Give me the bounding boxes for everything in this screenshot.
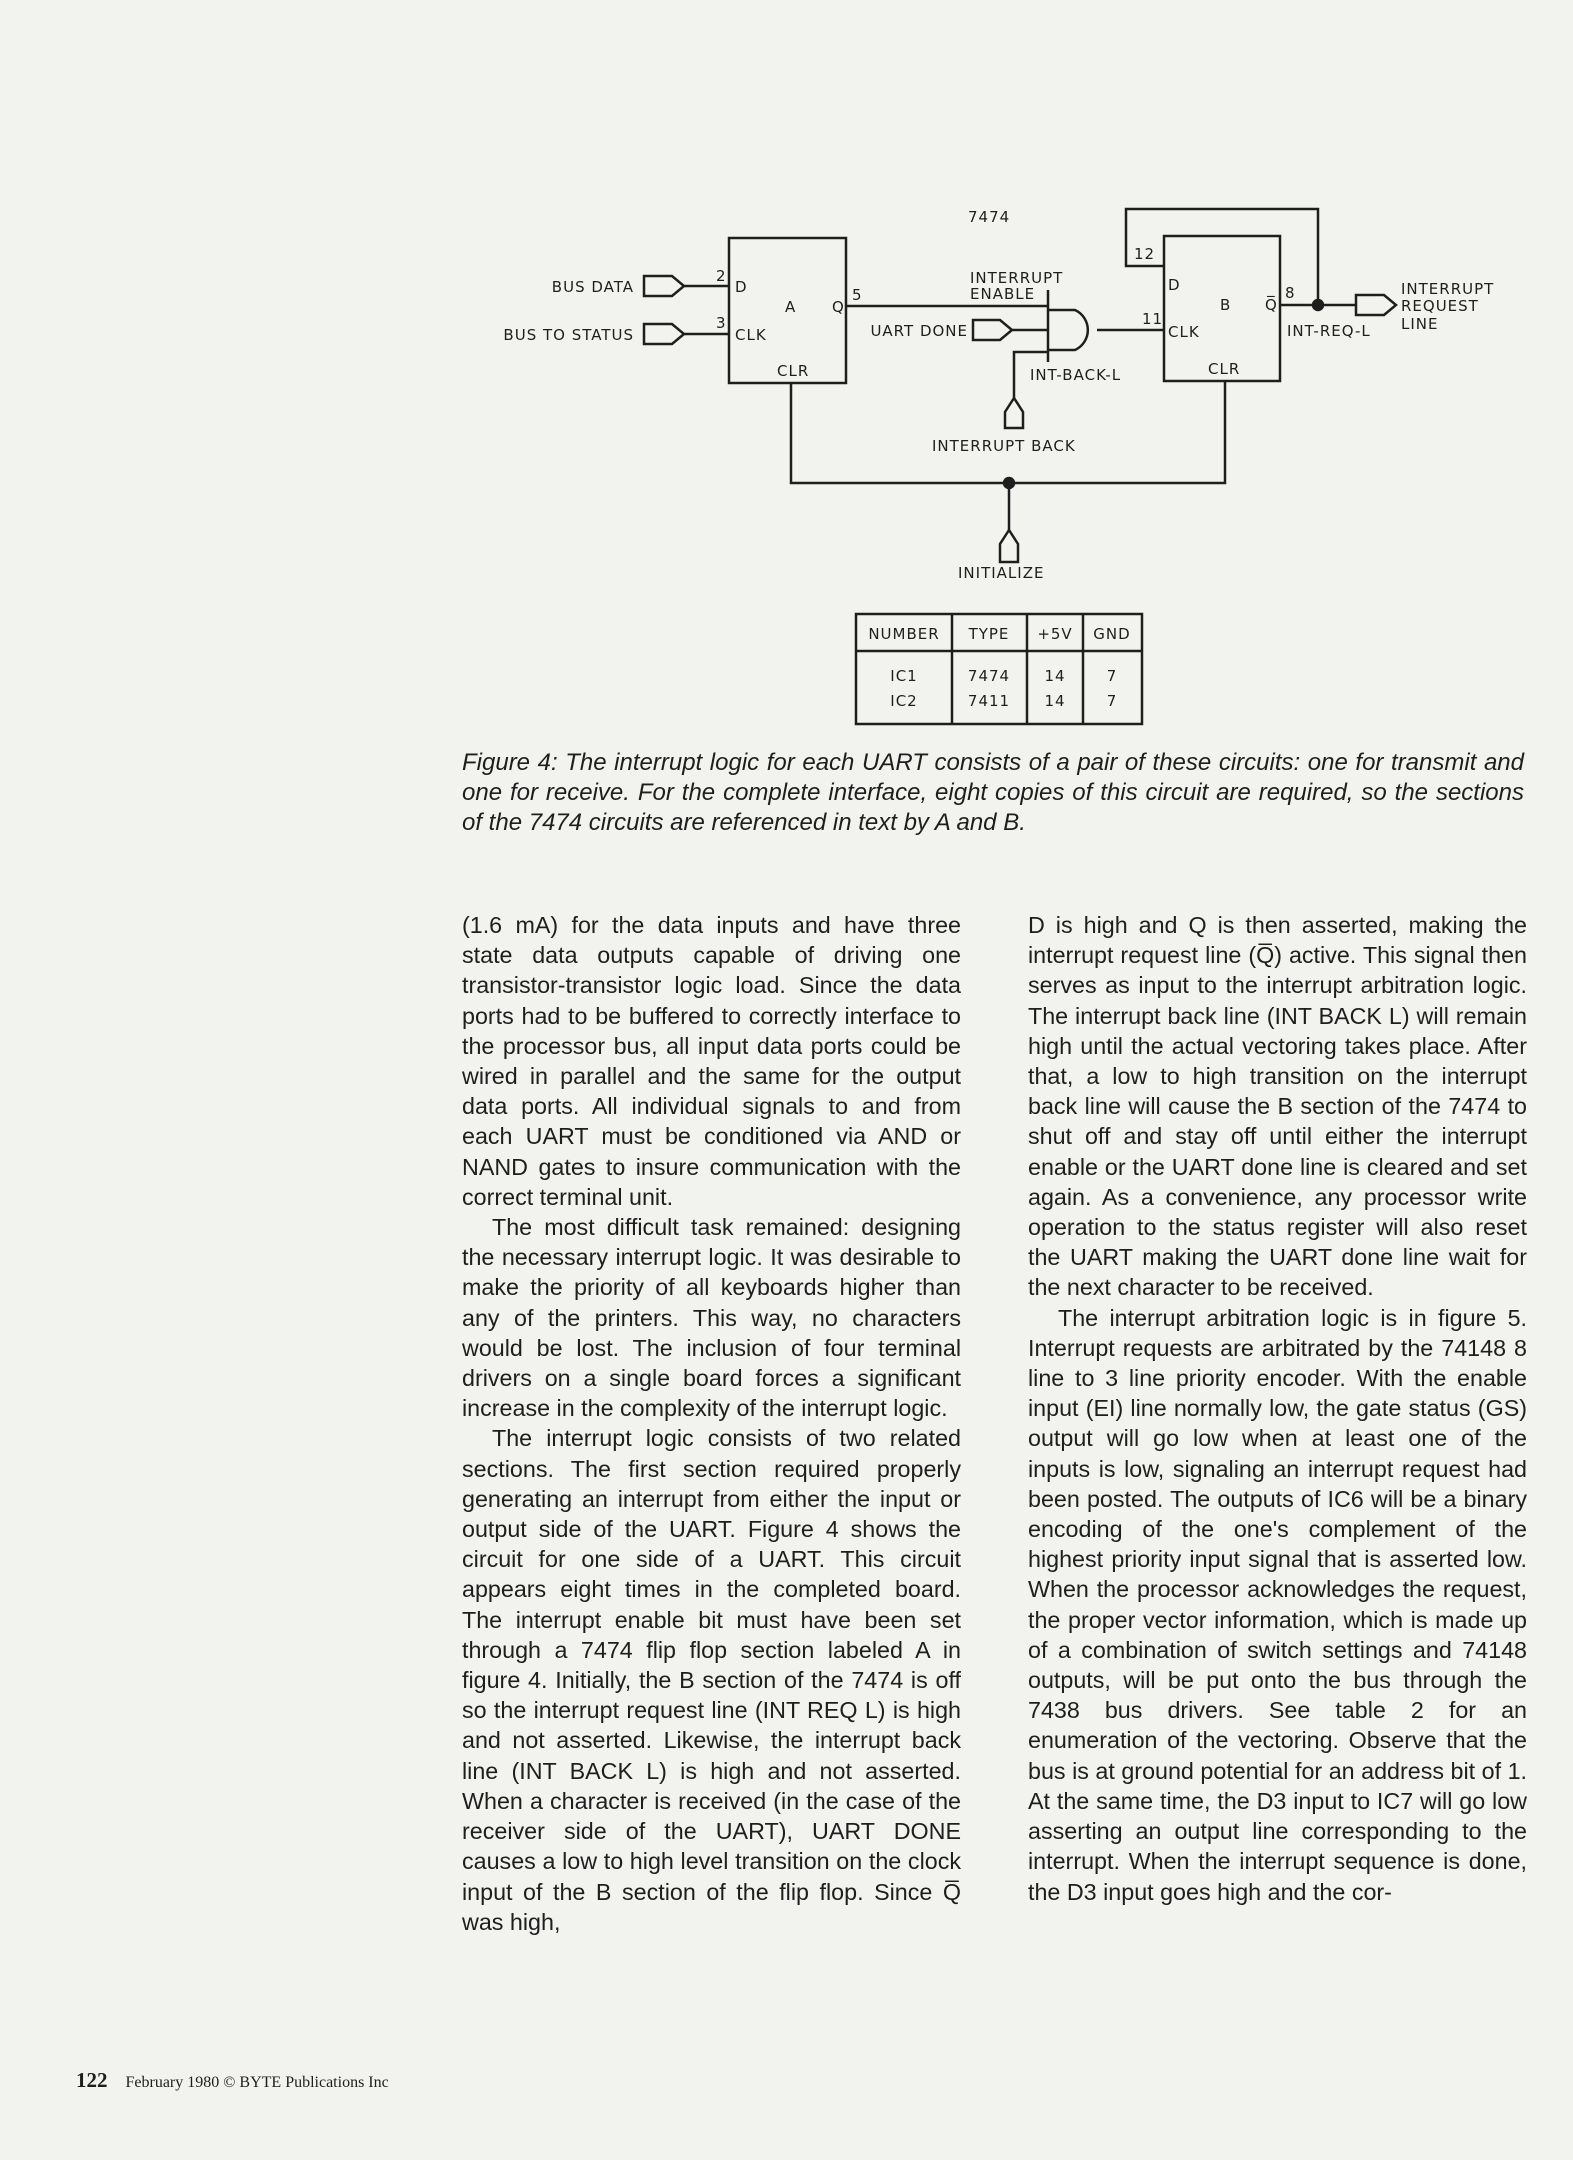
bus-to-status-connector	[644, 324, 684, 344]
ffa-q: Q	[832, 298, 845, 316]
ffa-clk: CLK	[735, 326, 767, 344]
initialize-label: INITIALIZE	[958, 564, 1045, 582]
output-label-3: LINE	[1401, 315, 1439, 333]
ffb-d: D	[1168, 276, 1181, 294]
int-req-l-label: INT-REQ-L	[1287, 322, 1371, 340]
paragraph: The interrupt arbitration logic is in figure 5. Interrupt requests are arbitrated by the 74148 8 line to 3 line priority encoder. With the enable input (EI) line normally low, the gate status (GS) output will go low when at least one of the inputs is low, signaling an interrupt request had been posted. The outputs of IC6 will be a binary encoding of the one's complement of the highest priority input signal that is asserted low. When the processor acknowledges the request, the proper vector information, which is made up of a combination of switch settings and 74148 outputs, will be put onto the bus through the 7438 bus drivers. See table 2 for an enumeration of the vectoring. Observe that the bus is at ground potential for an address bit of 1. At the same time, the D3 input to IC7 will go low asserting an output line corresponding to the interrupt. When the interrupt sequence is done, the D3 input goes high and the cor-	[1028, 1304, 1527, 1905]
page-footer	[76, 2068, 389, 2093]
table-header-number: NUMBER	[868, 625, 940, 643]
body-column-left	[462, 910, 961, 1937]
output-label-2: REQUEST	[1401, 297, 1479, 315]
bus-to-status-label: BUS TO STATUS	[503, 326, 634, 344]
ffb-clk: CLK	[1168, 323, 1200, 341]
uart-done-label: UART DONE	[870, 322, 968, 340]
pin-12: 12	[1134, 245, 1156, 263]
table-cell: 14	[1044, 667, 1066, 685]
pin-2: 2	[716, 267, 727, 285]
interrupt-enable-label-1: INTERRUPT	[970, 269, 1064, 287]
ffa-clr: CLR	[777, 362, 810, 380]
paragraph: (1.6 mA) for the data inputs and have three state data outputs capable of driving one transistor-transistor logic load. Since the data ports had to be buffered to correctly interface to the processor bus, all input data ports could be wired in parallel and the same for the output data ports. All individual signals to and from each UART must be conditioned via AND or NAND gates to insure communication with the correct terminal unit.	[462, 912, 961, 1210]
int-back-l-label: INT-BACK-L	[1030, 366, 1122, 384]
table-cell: 7	[1106, 692, 1118, 710]
body-column-right	[1028, 910, 1527, 1907]
interrupt-request-connector	[1356, 295, 1396, 315]
ffb-name: B	[1220, 296, 1232, 314]
table-cell: 7474	[967, 667, 1011, 685]
bus-data-connector	[644, 276, 684, 296]
table-header-type: TYPE	[968, 625, 1010, 643]
table-cell: 14	[1044, 692, 1066, 710]
table-header-5v: +5V	[1037, 625, 1073, 643]
output-label-1: INTERRUPT	[1401, 280, 1495, 298]
chip-label: 7474	[968, 208, 1011, 226]
and-gate-ic2	[1048, 290, 1088, 362]
interrupt-enable-label-2: ENABLE	[970, 285, 1036, 303]
figure-4-circuit-diagram	[0, 0, 1573, 740]
ffa-name: A	[785, 298, 797, 316]
pin-8: 8	[1285, 284, 1296, 302]
paragraph: The interrupt logic consists of two related sections. The first section required properly generating an interrupt from either the input or output side of the UART. Figure 4 shows the circuit for one side of a UART. This circuit appears eight times in the completed board. The interrupt enable bit must have been set through a 7474 flip flop section labeled A in figure 4. Initially, the B section of the 7474 is off so the interrupt request line (INT REQ L) is high and not asserted. Likewise, the interrupt back line (INT BACK L) is high and not asserted. When a character is received (in the case of the receiver side of the UART), UART DONE causes a low to high level transition on the clock input of the B section of the flip flop. Since Q̅ was high,	[462, 1425, 961, 1935]
pin-5: 5	[852, 286, 863, 304]
ffb-clr: CLR	[1208, 360, 1241, 378]
pin-3: 3	[716, 314, 727, 332]
figure-caption: Figure 4: The interrupt logic for each UART consists of a pair of these circuits: one for transmit and one for receive. For the complete interface, eight copies of this circuit are required, so the sections of the 7474 circuits are referenced in text by A and B.	[462, 749, 1524, 836]
bus-data-label: BUS DATA	[551, 278, 634, 296]
table-cell: 7411	[967, 692, 1011, 710]
table-cell: IC2	[890, 692, 918, 710]
paragraph: The most difficult task remained: designing the necessary interrupt logic. It was desirable to make the priority of all keyboards higher than any of the printers. This way, no characters would be lost. The inclusion of four terminal drivers on a single board forces a significant increase in the complexity of the interrupt logic.	[462, 1214, 961, 1422]
ffa-d: D	[735, 278, 748, 296]
footer-credit: February 1980 © BYTE Publications Inc	[125, 2074, 389, 2091]
interrupt-back-connector	[1005, 398, 1023, 428]
uart-done-connector	[973, 320, 1012, 340]
page-number: 122	[76, 2068, 108, 2092]
paragraph: D is high and Q is then asserted, making the interrupt request line (Q̅) active. This signal then serves as input to the interrupt arbitration logic. The interrupt back line (INT BACK L) will remain high until the actual vectoring takes place. After that, a low to high transition on the interrupt back line will cause the B section of the 7474 to shut off and stay off until either the interrupt enable or the UART done line is cleared and set again. As a convenience, any processor write operation to the status register will also reset the UART making the UART done line wait for the next character to be received.	[1028, 912, 1527, 1301]
ffb-qbar: Q̅	[1265, 296, 1278, 314]
interrupt-back-label: INTERRUPT BACK	[932, 437, 1076, 455]
table-cell: IC1	[890, 667, 918, 685]
pin-11: 11	[1142, 310, 1164, 328]
initialize-connector	[1000, 530, 1018, 562]
table-cell: 7	[1106, 667, 1118, 685]
table-header-gnd: GND	[1093, 625, 1131, 643]
